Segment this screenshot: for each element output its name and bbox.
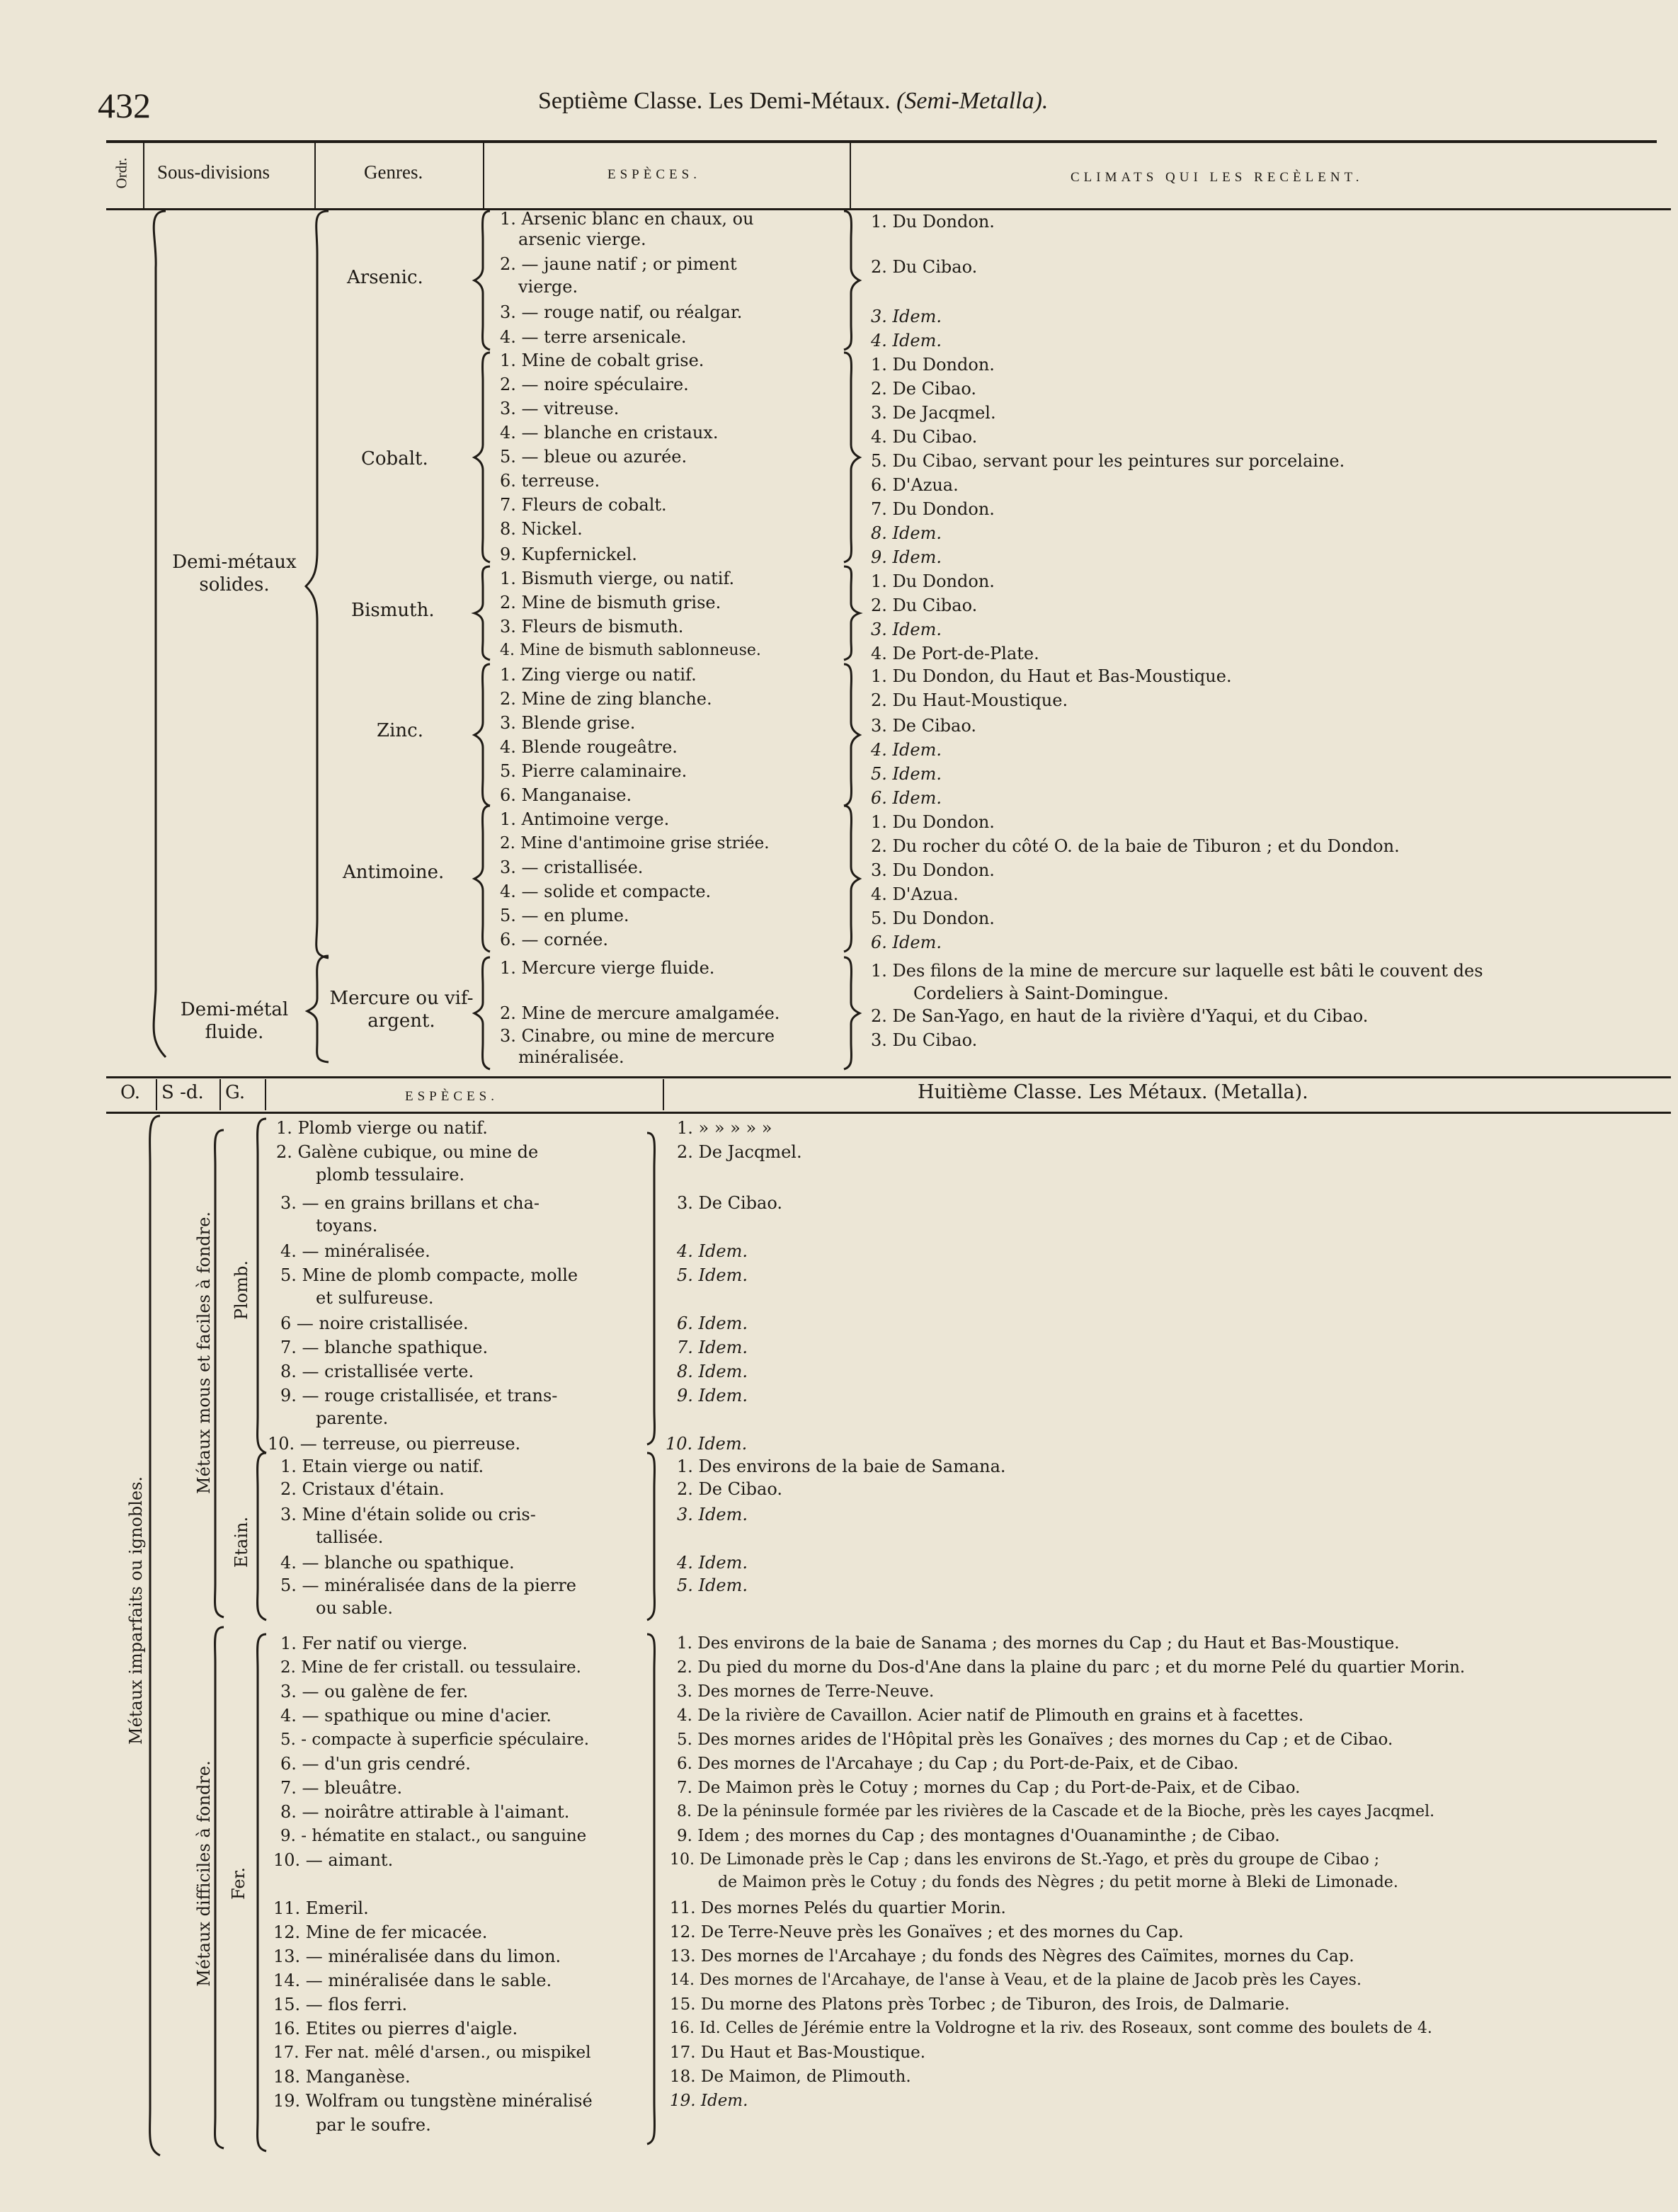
list-item: 3. — cristallisée.	[500, 857, 644, 877]
list-item: 3. — ou galène de fer.	[280, 1682, 469, 1701]
list-item: 3. Idem.	[871, 620, 942, 639]
list-item: 1. Arsenic blanc en chaux, ou	[500, 209, 754, 229]
header-divider	[850, 140, 851, 208]
lower-header-g: G.	[225, 1082, 246, 1103]
list-item: 6. Idem.	[871, 933, 942, 952]
header-subdivisions: Sous-divisions	[157, 161, 270, 183]
brace-arsenic	[473, 211, 494, 350]
list-item: 12. Mine de fer micacée.	[273, 1922, 488, 1942]
list-item: 3. — rouge natif, ou réalgar.	[500, 302, 743, 322]
brace-climat-antimoine	[840, 806, 861, 952]
list-item: 2. Mine de fer cristall. ou tessulaire.	[280, 1658, 581, 1677]
list-item: 3. Idem.	[677, 1505, 748, 1524]
genus-mercure: Mercure ou vif-argent.	[329, 988, 474, 1032]
list-item: 1. Du Dondon.	[871, 812, 995, 832]
brace-climat-zinc	[840, 664, 861, 806]
list-item: 9. Idem.	[871, 547, 942, 567]
list-item: 2. Mine de mercure amalgamée.	[500, 1003, 780, 1023]
list-item: 4. De Port-de-Plate.	[871, 644, 1039, 663]
list-item: 8. — noirâtre attirable à l'aimant.	[280, 1802, 570, 1822]
list-item: 11. Des mornes Pelés du quartier Morin.	[670, 1899, 1006, 1917]
list-item: 7. Idem.	[677, 1338, 748, 1357]
list-item: 2. — noire spéculaire.	[500, 375, 689, 394]
list-item: arsenic vierge.	[518, 229, 646, 249]
genus-antimoine: Antimoine.	[343, 862, 445, 883]
list-item: 14. Des mornes de l'Arcahaye, de l'anse à Veau, et de la plaine de Jacob près les Cayes.	[670, 1971, 1362, 1989]
brace-climat-plomb	[643, 1133, 664, 1444]
list-item: 1. Bismuth vierge, ou natif.	[500, 569, 735, 588]
list-item: minéralisée.	[518, 1047, 624, 1067]
list-item: 4. Idem.	[677, 1553, 748, 1573]
brace-zinc	[473, 664, 494, 806]
label-plomb: Plomb.	[232, 1260, 251, 1321]
list-item: 18. De Maimon, de Plimouth.	[670, 2068, 911, 2086]
label-mous: Métaux mous et faciles à fondre.	[194, 1212, 214, 1494]
list-item: Cordeliers à Saint-Domingue.	[913, 984, 1169, 1003]
list-item: 8. De la péninsule formée par les rivières de la Cascade et de la Bioche, près les cayes Jacqmel.	[677, 1803, 1435, 1820]
list-item: 15. — flos ferri.	[273, 1995, 408, 2014]
list-item: 2. Galène cubique, ou mine de	[276, 1142, 539, 1162]
list-item: 10. — aimant.	[273, 1850, 394, 1870]
brace-climat-etain	[643, 1453, 664, 1620]
list-item: 10. De Limonade près le Cap ; dans les environs de St.-Yago, et près du groupe de Cibao ;	[670, 1851, 1380, 1869]
list-item: 9. Kupfernickel.	[500, 545, 637, 564]
list-item: 4. D'Azua.	[871, 884, 959, 904]
list-item: 3. — vitreuse.	[500, 399, 620, 418]
list-item: 1. Du Dondon, du Haut et Bas-Moustique.	[871, 666, 1232, 686]
list-item: 7. Du Dondon.	[871, 499, 995, 519]
list-item: 2. De Cibao.	[871, 379, 976, 399]
list-item: 5. Du Dondon.	[871, 908, 995, 928]
section-fluide: Demi-métal fluide.	[180, 999, 289, 1043]
brace-outer-upper	[142, 211, 170, 1061]
list-item: 4. — blanche en cristaux.	[500, 423, 719, 443]
lower-header-classe: Huitième Classe. Les Métaux. (Metalla).	[918, 1081, 1308, 1103]
list-item: 5. - compacte à superficie spéculaire.	[280, 1731, 590, 1749]
list-item: 4. Mine de bismuth sablonneuse.	[500, 642, 761, 659]
list-item: par le soufre.	[316, 2115, 431, 2135]
lower-header-especes: ESPÈCES.	[405, 1089, 498, 1104]
brace-solides	[304, 211, 333, 962]
label-etain: Etain.	[232, 1516, 251, 1568]
list-item: 6. — d'un gris cendré.	[280, 1754, 471, 1774]
list-item: 2. Cristaux d'étain.	[280, 1479, 445, 1499]
brace-bismuth	[473, 566, 494, 660]
list-item: 8. — cristallisée verte.	[280, 1362, 474, 1381]
list-item: 1. Zing vierge ou natif.	[500, 665, 697, 685]
list-item: 2. De San-Yago, en haut de la rivière d'Yaqui, et du Cibao.	[871, 1006, 1369, 1026]
list-item: 19. Wolfram ou tungstène minéralisé	[273, 2091, 593, 2111]
list-item: 3. De Cibao.	[677, 1193, 782, 1213]
list-item: 3. Du Dondon.	[871, 860, 995, 880]
list-item: tallisée.	[316, 1527, 384, 1547]
brace-fer	[248, 1634, 269, 2151]
list-item: 2. Du rocher du côté O. de la baie de Tiburon ; et du Dondon.	[871, 836, 1400, 856]
lower-header-sd: S -d.	[161, 1082, 204, 1103]
list-item: 6 — noire cristallisée.	[280, 1313, 469, 1333]
list-item: 1. Des filons de la mine de mercure sur laquelle est bâti le couvent des	[871, 961, 1483, 981]
list-item: 8. Idem.	[871, 523, 942, 543]
lower-header-divider	[156, 1079, 157, 1110]
list-item: 9. - hématite en stalact., ou sanguine	[280, 1827, 587, 1845]
genus-zinc: Zinc.	[377, 720, 423, 741]
list-item: 2. De Jacqmel.	[677, 1142, 802, 1162]
list-item: 1. Mine de cobalt grise.	[500, 350, 704, 370]
list-item: 1. Etain vierge ou natif.	[280, 1456, 484, 1476]
list-item: 5. Mine de plomb compacte, molle	[280, 1265, 578, 1285]
list-item: 1. Des environs de la baie de Samana.	[677, 1456, 1006, 1476]
list-item: vierge.	[518, 277, 578, 297]
list-item: 2. Mine de zing blanche.	[500, 689, 712, 709]
list-item: 3. Idem.	[871, 307, 942, 326]
list-item: 5. — minéralisée dans de la pierre	[280, 1575, 577, 1595]
list-item: 6. Idem.	[871, 788, 942, 808]
list-item: 7. — bleuâtre.	[280, 1778, 403, 1798]
list-item: 1. » » » » »	[677, 1118, 772, 1138]
list-item: 19. Idem.	[670, 2092, 748, 2110]
list-item: 11. Emeril.	[273, 1898, 369, 1918]
brace-climat-bismuth	[840, 566, 861, 660]
header-bottom-rule	[106, 208, 1671, 210]
list-item: 3. De Jacqmel.	[871, 403, 996, 423]
list-item: 5. Idem.	[871, 764, 942, 784]
list-item: 9. — rouge cristallisée, et trans-	[280, 1386, 558, 1406]
list-item: ou sable.	[316, 1598, 394, 1618]
list-item: 9. Idem ; des mornes du Cap ; des montagnes d'Ouanaminthe ; de Cibao.	[677, 1827, 1280, 1845]
list-item: 3. — en grains brillans et cha-	[280, 1193, 540, 1213]
list-item: 4. Idem.	[871, 740, 942, 760]
label-difficiles: Métaux difficiles à fondre.	[194, 1760, 214, 1987]
list-item: 2. De Cibao.	[677, 1479, 782, 1499]
list-item: 1. Du Dondon.	[871, 212, 995, 232]
list-item: 13. — minéralisée dans du limon.	[273, 1946, 561, 1966]
header-ord: Ordr.	[113, 157, 130, 189]
brace-climat-cobalt	[840, 353, 861, 562]
list-item: 12. De Terre-Neuve près les Gonaïves ; et des mornes du Cap.	[670, 1923, 1184, 1942]
genus-bismuth: Bismuth.	[351, 600, 435, 621]
list-item: 6. D'Azua.	[871, 475, 959, 495]
list-item: 4. Idem.	[871, 331, 942, 350]
lower-header-top-rule	[106, 1076, 1671, 1078]
list-item: toyans.	[316, 1216, 378, 1236]
list-item: 5. Des mornes arides de l'Hôpital près les Gonaïves ; des mornes du Cap ; et de Cibao.	[677, 1731, 1393, 1749]
list-item: 4. — solide et compacte.	[500, 882, 712, 901]
list-item: 4. — spathique ou mine d'acier.	[280, 1706, 552, 1726]
brace-climat-arsenic	[840, 211, 861, 350]
brace-climat-mercure	[840, 957, 861, 1069]
list-item: 14. — minéralisée dans le sable.	[273, 1971, 552, 1990]
list-item: 4. De la rivière de Cavaillon. Acier natif de Plimouth en grains et à facettes.	[677, 1706, 1304, 1725]
list-item: 16. Id. Celles de Jérémie entre la Voldrogne et la riv. des Roseaux, sont comme des boulets de 4.	[670, 2019, 1432, 2037]
list-item: 6. — cornée.	[500, 930, 609, 950]
list-item: 6. Manganaise.	[500, 785, 632, 805]
list-item: 2. Du Cibao.	[871, 595, 978, 615]
list-item: 5. — en plume.	[500, 906, 629, 925]
header-divider	[314, 140, 316, 208]
header-divider	[483, 140, 484, 208]
list-item: 4. — terre arsenicale.	[500, 327, 687, 347]
list-item: 1. Antimoine verge.	[500, 809, 670, 829]
list-item: 6. terreuse.	[500, 471, 600, 491]
list-item: 3. Blende grise.	[500, 713, 636, 733]
list-item: 4. Idem.	[677, 1241, 748, 1261]
list-item: 2. Mine d'antimoine grise striée.	[500, 834, 770, 853]
list-item: 1. Fer natif ou vierge.	[280, 1634, 468, 1653]
list-item: 5. — bleue ou azurée.	[500, 447, 687, 467]
list-item: 7. — blanche spathique.	[280, 1338, 489, 1357]
list-item: 5. Idem.	[677, 1575, 748, 1595]
list-item: plomb tessulaire.	[316, 1165, 465, 1185]
brace-mercure	[473, 957, 494, 1069]
genus-arsenic: Arsenic.	[347, 267, 423, 288]
lower-header-o: O.	[120, 1082, 141, 1103]
list-item: 10. — terreuse, ou pierreuse.	[268, 1434, 521, 1454]
list-item: 3. Mine d'étain solide ou cris-	[280, 1505, 536, 1524]
list-item: parente.	[316, 1408, 389, 1428]
list-item: 2. Mine de bismuth grise.	[500, 593, 721, 612]
list-item: 3. De Cibao.	[871, 716, 976, 736]
list-item: 17. Du Haut et Bas-Moustique.	[670, 2043, 926, 2062]
header-especes: ESPÈCES.	[607, 167, 701, 182]
list-item: 2. — jaune natif ; or piment	[500, 254, 737, 274]
list-item: 1. Du Dondon.	[871, 571, 995, 591]
header-genres: Genres.	[364, 161, 423, 183]
list-item: 17. Fer nat. mêlé d'arsen., ou mispikel	[273, 2043, 591, 2062]
label-fer: Fer.	[229, 1867, 249, 1900]
header-divider	[143, 140, 144, 208]
title-latin: (Semi-Metalla).	[896, 88, 1049, 114]
list-item: 4. Du Cibao.	[871, 427, 978, 447]
list-item: de Maimon près le Cotuy ; du fonds des Nègres ; du petit morne à Bleki de Limonade.	[718, 1874, 1398, 1891]
list-item: 4. Blende rougeâtre.	[500, 737, 678, 757]
list-item: 9. Idem.	[677, 1386, 748, 1406]
lower-header-divider	[219, 1079, 221, 1110]
list-item: 1. Des environs de la baie de Sanama ; des mornes du Cap ; du Haut et Bas-Moustique.	[677, 1634, 1400, 1653]
list-item: 1. Plomb vierge ou natif.	[276, 1118, 488, 1138]
list-item: 10. Idem.	[666, 1434, 748, 1454]
list-item: 18. Manganèse.	[273, 2067, 411, 2087]
list-item: 7. Fleurs de cobalt.	[500, 495, 667, 515]
list-item: 4. — blanche ou spathique.	[280, 1553, 515, 1573]
list-item: 13. Des mornes de l'Arcahaye ; du fonds des Nègres des Caïmites, mornes du Cap.	[670, 1947, 1354, 1966]
list-item: 3. Cinabre, ou mine de mercure	[500, 1026, 775, 1046]
page-number: 432	[98, 86, 151, 125]
list-item: 2. Du pied du morne du Dos-d'Ane dans la plaine du parc ; et du morne Pelé du quartier Morin.	[677, 1658, 1466, 1677]
list-item: 8. Nickel.	[500, 519, 583, 539]
list-item: 6. Des mornes de l'Arcahaye ; du Cap ; du Port-de-Paix, et de Cibao.	[677, 1755, 1239, 1773]
header-climats: CLIMATS QUI LES RECÈLENT.	[1071, 170, 1364, 185]
list-item: 16. Etites ou pierres d'aigle.	[273, 2019, 518, 2039]
list-item: 2. Du Haut-Moustique.	[871, 690, 1068, 710]
lower-header-divider	[663, 1079, 664, 1110]
list-item: 8. Idem.	[677, 1362, 748, 1381]
list-item: 15. Du morne des Platons près Torbec ; de Tiburon, des Irois, de Dalmarie.	[670, 1995, 1290, 2014]
list-item: 1. Mercure vierge fluide.	[500, 958, 715, 978]
label-imparfaits: Métaux imparfaits ou ignobles.	[126, 1476, 146, 1745]
list-item: 5. Idem.	[677, 1265, 748, 1285]
list-item: 3. Des mornes de Terre-Neuve.	[677, 1682, 935, 1701]
list-item: 1. Du Dondon.	[871, 355, 995, 375]
list-item: 3. Fleurs de bismuth.	[500, 617, 684, 637]
list-item: et sulfureuse.	[316, 1288, 434, 1308]
genus-cobalt: Cobalt.	[361, 448, 428, 469]
title-prefix: Septième Classe. Les Demi-Métaux.	[538, 88, 891, 114]
list-item: 2. Du Cibao.	[871, 257, 978, 277]
section-solides: Demi-métaux solides.	[172, 552, 297, 595]
lower-header-divider	[265, 1079, 266, 1110]
list-item: 4. — minéralisée.	[280, 1241, 430, 1261]
list-item: 5. Du Cibao, servant pour les peintures sur porcelaine.	[871, 451, 1345, 471]
brace-climat-fer	[643, 1634, 664, 2144]
list-item: 7. De Maimon près le Cotuy ; mornes du Cap ; du Port-de-Paix, et de Cibao.	[677, 1779, 1301, 1797]
lower-header-bottom-rule	[106, 1112, 1671, 1114]
list-item: 5. Pierre calaminaire.	[500, 761, 687, 781]
brace-cobalt	[473, 353, 494, 562]
list-item: 3. Du Cibao.	[871, 1030, 978, 1050]
list-item: 6. Idem.	[677, 1313, 748, 1333]
page-title	[538, 88, 1048, 115]
top-rule	[106, 140, 1657, 143]
brace-antimoine	[473, 806, 494, 952]
